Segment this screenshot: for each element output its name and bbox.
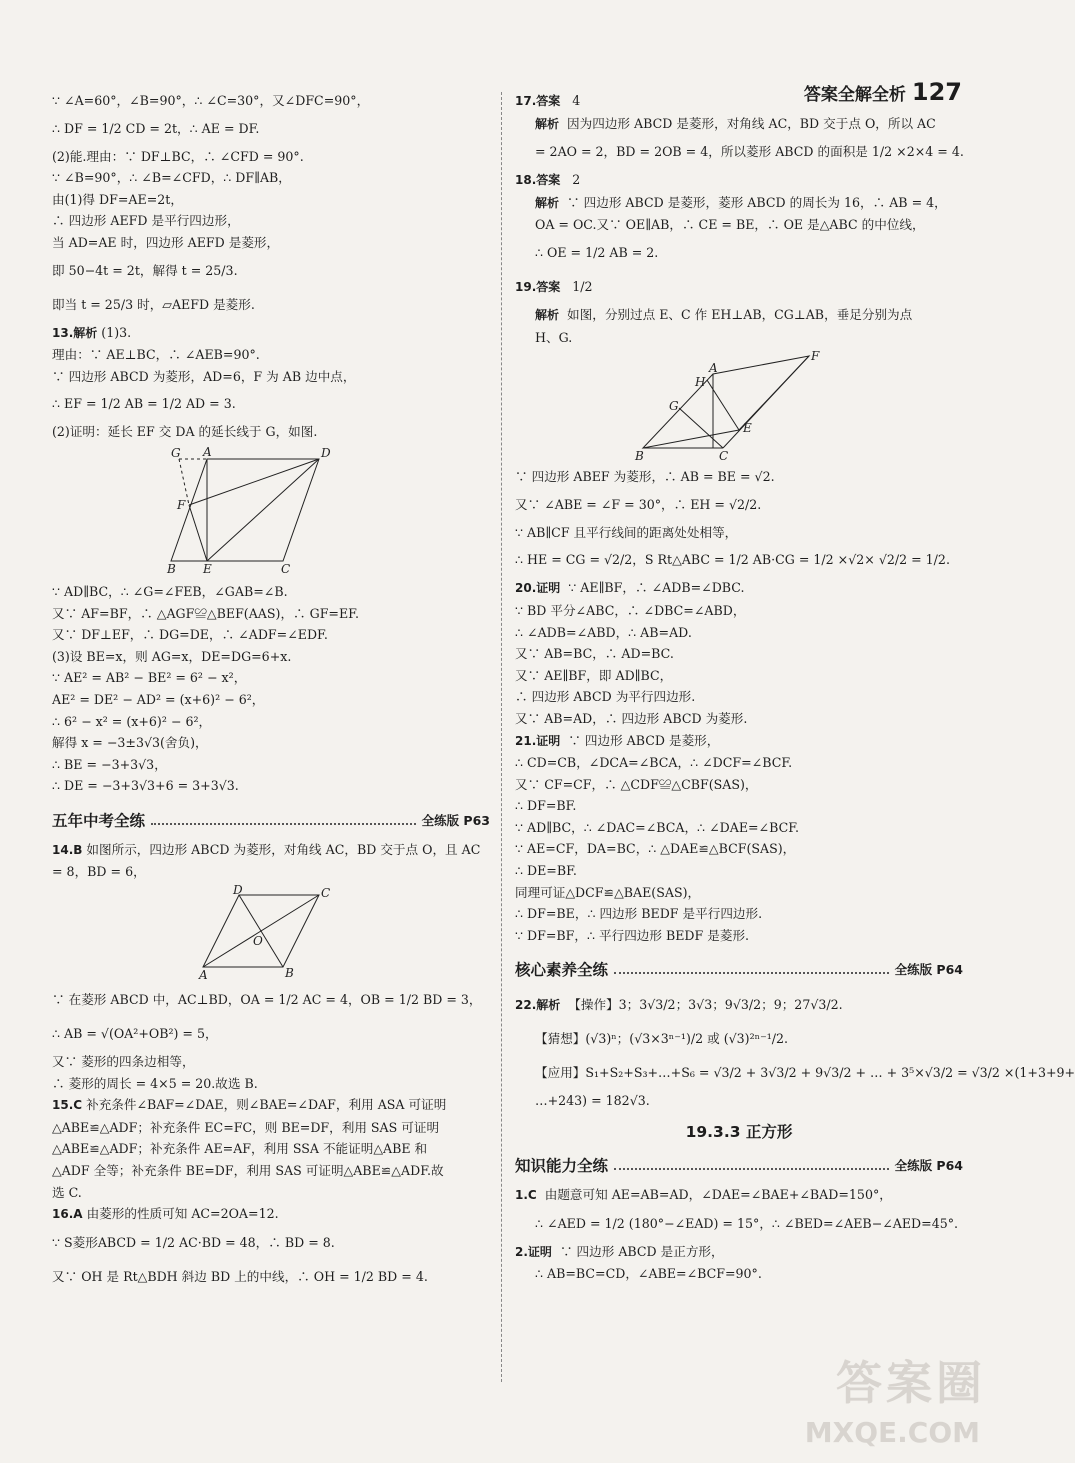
question-label: 19.答案 (515, 279, 561, 294)
svg-text:A: A (709, 361, 718, 376)
text-line: (3)设 BE=x，则 AG=x，DE=DG=6+x. (52, 648, 292, 664)
text-line: 【猜想】(√3)ⁿ；(√3×3ⁿ⁻¹)/2 或 (√3)²ⁿ⁻¹/2. (535, 1031, 789, 1047)
text-line: AE² = DE² − AD² = (x+6)² − 6²， (52, 691, 265, 707)
text-span: 由题意可知 AE=AB=AD，∠DAE=∠BAE+∠BAD=150°， (544, 1187, 892, 1203)
text-line: ∵ 四边形 ABEF 为菱形，∴ AB = BE = √2. (515, 469, 775, 485)
section-title: 知识能力全练 (515, 1157, 609, 1176)
text-line: ∴ EF = 1/2 AB = 1/2 AD = 3. (52, 396, 236, 412)
svg-text:G: G (171, 445, 181, 460)
text-line: ∴ 菱形的周长 = 4×5 = 20.故选 B. (52, 1075, 258, 1091)
svg-text:E: E (203, 561, 212, 576)
left-column (52, 90, 490, 1294)
question-label: 15.C (52, 1098, 83, 1113)
svg-text:D: D (321, 445, 331, 460)
question-label: 14.B (52, 842, 83, 857)
column-divider (501, 92, 502, 1382)
text-line: ∵ ∠A=60°，∠B=90°，∴ ∠C=30°，又∠DFC=90°， (52, 93, 370, 108)
question-19 (515, 270, 963, 304)
text-span: ∵ 四边形 ABCD 是菱形， (568, 732, 720, 748)
svg-text:B: B (167, 561, 176, 576)
section-ref: 全练版 P64 (894, 1158, 963, 1174)
question-22 (515, 988, 963, 1022)
text-line: ∴ ∠ADB=∠ABD，∴ AB=AD. (515, 624, 692, 640)
question-18 (515, 169, 963, 192)
text-line: ∵ 四边形 ABCD 为菱形，AD=6，F 为 AB 边中点， (52, 368, 356, 384)
text-line: ∴ AB=BC=CD，∠ABE=∠BCF=90°. (535, 1266, 762, 1282)
text-line: 当 AD=AE 时，四边形 AEFD 是菱形， (52, 234, 280, 250)
text-line: ∴ DF=BE，∴ 四边形 BEDF 是平行四边形. (515, 906, 763, 922)
text-span: 因为四边形 ABCD 是菱形，对角线 AC，BD 交于点 O，所以 AC (567, 115, 936, 131)
text-line: △ADF 全等；补充条件 BE=DF，利用 SAS 可证明△ABE≌△ADF.故 (52, 1163, 444, 1179)
text-line: ∴ BE = −3+3√3， (52, 756, 167, 772)
text-line: ∴ 四边形 AEFD 是平行四边形， (52, 213, 240, 229)
text-line: ∵ AE=CF，DA=BC，∴ △DAE≌△BCF(SAS)， (515, 841, 796, 857)
text-line: ∵ DF=BF，∴ 平行四边形 BEDF 是菱形. (515, 927, 750, 943)
text-line: ∵ AE² = AB² − BE² = 6² − x²， (52, 670, 247, 686)
svg-text:H: H (695, 375, 706, 390)
text-line: ∴ 6² − x² = (x+6)² − 6²， (52, 713, 212, 729)
question-20 (515, 577, 963, 600)
svg-text:B: B (285, 966, 294, 981)
text-line: 又∵ ∠ABE = ∠F = 30°，∴ EH = √2/2. (515, 496, 762, 512)
analysis-line (515, 113, 963, 136)
text-line: ∵ S菱形ABCD = 1/2 AC·BD = 48，∴ BD = 8. (52, 1234, 335, 1250)
section-header (515, 1154, 963, 1176)
question-15 (52, 1094, 490, 1117)
question-1 (515, 1184, 963, 1207)
watermark-logo: 答案圈 (836, 1356, 986, 1410)
text-line: ∴ AB = √(OA²+OB²) = 5， (52, 1026, 218, 1042)
text-line: 由(1)得 DF=AE=2t， (52, 191, 183, 207)
text-span: 【操作】3；3√3/2；3√3；9√3/2；9；27√3/2. (568, 997, 843, 1013)
text-line: ∵ BD 平分∠ABC，∴ ∠DBC=∠ABD， (515, 602, 746, 618)
question-14 (52, 839, 490, 862)
text-span: 如图所示，四边形 ABCD 为菱形，对角线 AC，BD 交于点 O，且 AC (86, 841, 481, 857)
question-2 (515, 1241, 963, 1264)
text-line: ∵ 在菱形 ABCD 中，AC⊥BD，OA = 1/2 AC = 4，OB = 1/2 BD = 3， (52, 992, 482, 1008)
svg-text:A: A (203, 444, 212, 459)
text-line: ∴ OE = 1/2 AB = 2. (535, 244, 659, 260)
question-label: 1.C (515, 1188, 537, 1203)
question-17 (515, 90, 963, 113)
text-line: H、G. (535, 329, 573, 345)
answer-value: 4 (572, 93, 581, 108)
text-line: 又∵ AE∥BF，即 AD∥BC， (515, 667, 673, 683)
text-line: …+243) = 182√3. (535, 1093, 650, 1109)
section-ref: 全练版 P63 (421, 812, 490, 828)
text-line: 即当 t = 25/3 时，▱AEFD 是菱形. (52, 296, 255, 312)
text-line: ∴ DE = −3+3√3+6 = 3+3√3. (52, 778, 239, 794)
text-line: 【应用】S₁+S₂+S₃+…+S₆ = √3/2 + 3√3/2 + 9√3/2 + … + 3⁵×√3/2 = √3/2 ×(1+3+9+ (535, 1065, 1075, 1081)
page-number: 127 (911, 78, 962, 106)
question-label: 2.证明 (515, 1244, 552, 1259)
svg-text:E: E (743, 421, 752, 436)
text-line: 同理可证△DCF≌△BAE(SAS)， (515, 884, 701, 900)
figure-q19 (635, 349, 839, 464)
svg-text:A: A (199, 968, 208, 983)
svg-text:O: O (253, 934, 263, 949)
figure-q13 (167, 444, 371, 577)
right-column (515, 90, 1075, 1285)
question-label: 18.答案 (515, 173, 561, 188)
watermark-url: MXQE.COM (804, 1416, 980, 1449)
text-span: 如图，分别过点 E、C 作 EH⊥AB，CG⊥AB，垂足分别为点 (567, 306, 913, 322)
question-16 (52, 1203, 490, 1226)
question-13 (52, 322, 490, 345)
answer-value: 2 (572, 172, 581, 188)
text-line: = 2AO = 2，BD = 2OB = 4，所以菱形 ABCD 的面积是 1/2 ×2×4 = 4. (535, 144, 964, 160)
question-label: 17.答案 (515, 94, 561, 108)
section-header (515, 958, 963, 980)
text-line: ∴ ∠AED = 1/2 (180°−∠EAD) = 15°，∴ ∠BED=∠AEB−∠AED=45°. (535, 1215, 959, 1231)
svg-text:D: D (233, 883, 243, 898)
text-line: △ABE≌△ADF；补充条件 AE=AF，利用 SSA 不能证明△ABE 和 (52, 1141, 428, 1157)
text-line: 又∵ 菱形的四条边相等， (52, 1054, 195, 1070)
header-title: 答案全解全析 (803, 84, 906, 105)
text-span: ∵ 四边形 ABCD 是正方形， (559, 1243, 724, 1259)
text-line: (2)能.理由：∵ DF⊥BC，∴ ∠CFD = 90°. (52, 148, 304, 164)
svg-text:F: F (177, 497, 186, 512)
text-line: = 8，BD = 6， (52, 864, 146, 880)
text-span: (1)3. (101, 324, 132, 340)
svg-text:C: C (719, 449, 729, 464)
question-label: 21.证明 (515, 733, 561, 748)
text-line: 又∵ CF=CF，∴ △CDF≌△CBF(SAS)， (515, 776, 758, 792)
text-line: ∵ AD∥BC，∴ ∠G=∠FEB，∠GAB=∠B. (52, 583, 288, 599)
text-line: ∴ DE=BF. (515, 863, 577, 879)
svg-text:C: C (281, 561, 291, 576)
text-line: △ABE≌△ADF；补充条件 EC=FC，则 BE=DF，利用 SAS 可证明 (52, 1119, 440, 1135)
section-title: 核心素养全练 (515, 961, 609, 980)
section-ref: 全练版 P64 (894, 962, 963, 978)
text-line: ∵ ∠B=90°，∴ ∠B=∠CFD，∴ DF∥AB， (52, 170, 291, 186)
text-line: ∴ DF = 1/2 CD = 2t，∴ AE = DF. (52, 120, 260, 136)
answer-value: 1/2 (572, 278, 593, 294)
text-line: 又∵ AB=AD，∴ 四边形 ABCD 为菱形. (515, 710, 748, 726)
text-line: (2)证明：延长 EF 交 DA 的延长线于 G，如图. (52, 424, 318, 440)
text-line: 又∵ AB=BC，∴ AD=BC. (515, 646, 674, 662)
analysis-label: 解析 (535, 116, 560, 131)
svg-text:G: G (669, 399, 679, 414)
text-line: 即 50−4t = 2t，解得 t = 25/3. (52, 262, 238, 278)
text-line: 解得 x = −3±3√3(舍负)， (52, 735, 208, 751)
question-label: 13.解析 (52, 325, 98, 340)
text-span: ∵ 四边形 ABCD 是菱形，菱形 ABCD 的周长为 16，∴ AB = 4， (567, 194, 947, 210)
text-line: ∴ HE = CG = √2/2，S Rt△ABC = 1/2 AB·CG = 1/2 ×√2× √2/2 = 1/2. (515, 552, 950, 568)
question-label: 22.解析 (515, 998, 561, 1013)
svg-text:F: F (811, 349, 820, 364)
text-line: ∵ AD∥BC，∴ ∠DAC=∠BCA，∴ ∠DAE=∠BCF. (515, 819, 800, 835)
analysis-label: 解析 (535, 307, 560, 322)
svg-text:C: C (321, 886, 331, 901)
section-title: 五年中考全练 (52, 811, 146, 830)
text-line: 又∵ OH 是 Rt△BDH 斜边 BD 上的中线，∴ OH = 1/2 BD = 4. (52, 1268, 428, 1284)
text-line: 又∵ DF⊥EF，∴ DG=DE，∴ ∠ADF=∠EDF. (52, 627, 328, 643)
dotted-leader (614, 964, 889, 974)
dotted-leader (151, 815, 416, 825)
subsection-heading: 19.3.3 正方形 (685, 1123, 793, 1142)
text-line: 又∵ AF=BF，∴ △AGF≌△BEF(AAS)，∴ GF=EF. (52, 605, 359, 621)
question-label: 20.证明 (515, 581, 561, 596)
text-line: ∴ CD=CB，∠DCA=∠BCA，∴ ∠DCF=∠BCF. (515, 755, 793, 771)
analysis-line (515, 304, 963, 327)
analysis-label: 解析 (535, 195, 560, 210)
figure-q14 (199, 883, 341, 983)
text-line: OA = OC.又∵ OE∥AB，∴ CE = BE，∴ OE 是△ABC 的中位线， (535, 217, 925, 233)
question-label: 16.A (52, 1207, 83, 1222)
text-line: 理由：∵ AE⊥BC，∴ ∠AEB=90°. (52, 347, 260, 363)
section-header (52, 809, 490, 831)
text-span: 由菱形的性质可知 AC=2OA=12. (86, 1206, 279, 1222)
text-line: ∵ AB∥CF 且平行线间的距离处处相等， (515, 524, 738, 540)
text-line: ∴ DF=BF. (515, 798, 577, 814)
text-span: 补充条件∠BAF=∠DAE，则∠BAE=∠DAF，利用 ASA 可证明 (86, 1097, 447, 1113)
svg-text:B: B (635, 449, 644, 464)
text-line: ∴ 四边形 ABCD 为平行四边形. (515, 689, 696, 705)
analysis-line (515, 192, 963, 215)
question-21 (515, 730, 963, 753)
text-span: ∵ AE∥BF，∴ ∠ADB=∠DBC. (568, 580, 745, 596)
text-line: 选 C. (52, 1184, 82, 1200)
dotted-leader (614, 1160, 889, 1170)
